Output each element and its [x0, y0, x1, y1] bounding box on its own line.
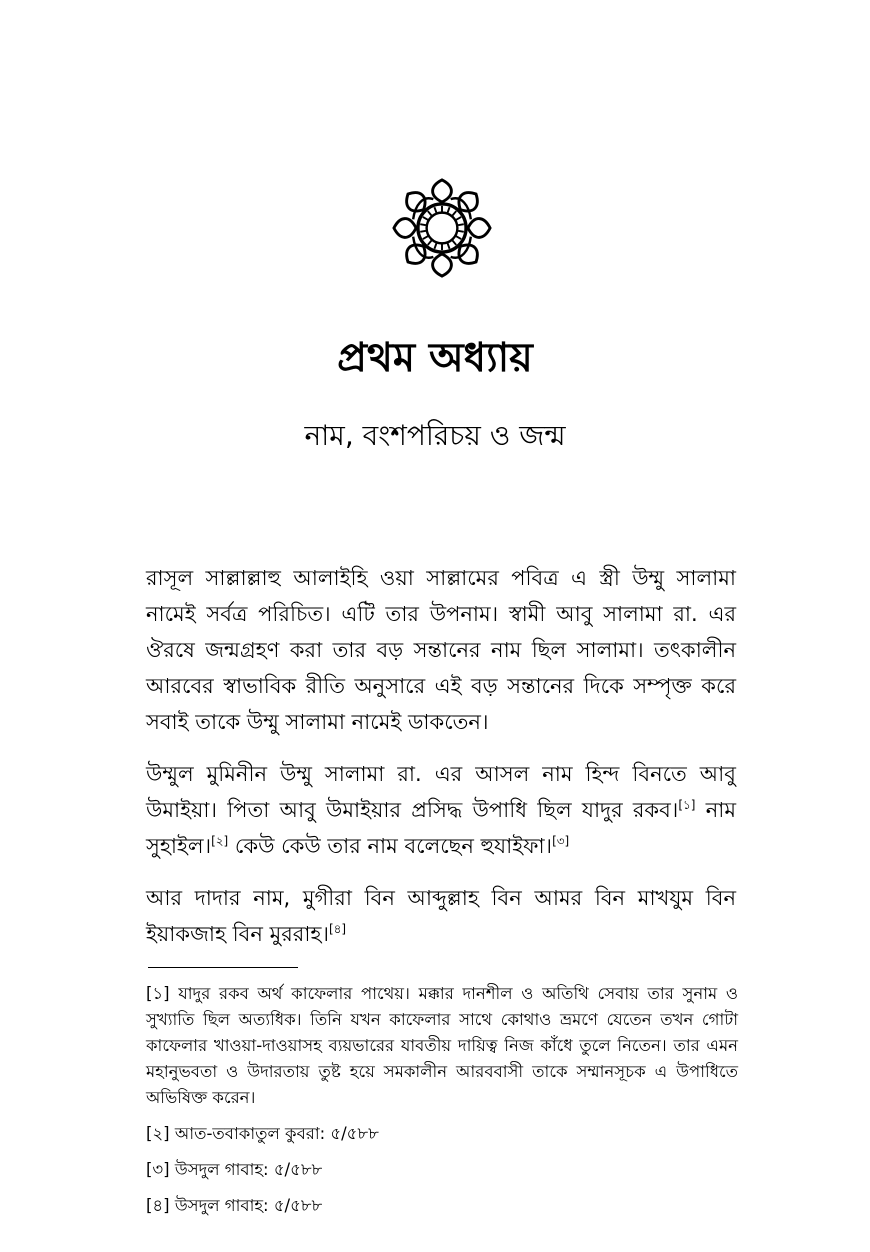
paragraph-lineage [146, 880, 736, 952]
footnote-ref-2[interactable]: [২] [211, 834, 229, 848]
body-text [146, 560, 736, 968]
chapter-subtitle: নাম, বংশপরিচয় ও জন্ম [304, 419, 566, 452]
chapter-title: প্রথম অধ্যায় [337, 335, 533, 381]
footnote-3: [৩] উসদুল গাবাহ: ৫/৫৮৮ [146, 1160, 323, 1179]
flower-ornament-icon [392, 176, 492, 280]
footnote-ref-3[interactable]: [৩] [552, 834, 570, 848]
paragraph-name [146, 756, 736, 864]
footnote-divider [148, 967, 298, 968]
paragraph-text: নাম সুহাইল। [146, 798, 736, 858]
footnotes [146, 981, 738, 1229]
paragraph-text: কেউ কেউ তার নাম বলেছেন হুযাইফা। [228, 834, 553, 858]
paragraph-text: আর দাদার নাম, মুগীরা বিন আব্দুল্লাহ বিন আমর বিন মাখযুম বিন ইয়াকজাহ বিন মুররাহ। [146, 886, 736, 946]
footnote-1: [১] যাদুর রকব অর্থ কাফেলার পাথেয়। মক্কার দানশীল ও অতিথি সেবায় তার সুনাম ও সুখ্যাতি ছিল অত্যধিক। তিনি যখন কাফেলার সাথে কোথাও ভ্রমণে যেতেন তখন গোটা কাফেলার খাওয়া-দাওয়াসহ ব্যয়ভারের যাবতীয় দায়িত্ব নিজ কাঁধে তুলে নিতেন। তার এমন মহানুভবতা ও উদারতায় তুষ্ট হয়ে সমকালীন আরববাসী তাকে সম্মানসূচক এ উপাধিতে অভিষিক্ত করেন। [146, 984, 738, 1107]
footnote-ref-4[interactable]: [৪] [328, 922, 347, 936]
footnote-2: [২] আত-তবাকাতুল কুবরা: ৫/৫৮৮ [146, 1124, 379, 1143]
footnote-ref-1[interactable]: [১] [678, 798, 696, 812]
footnote-4: [৪] উসদুল গাবাহ: ৫/৫৮৮ [146, 1196, 323, 1215]
paragraph-text: উম্মুল মুমিনীন উম্মু সালামা রা. এর আসল নাম হিন্দ বিনতে আবু উমাইয়া। পিতা আবু উমাইয়ার প্রসিদ্ধ উপাধি ছিল যাদুর রকব। [146, 762, 736, 822]
paragraph-intro: রাসূল সাল্লাল্লাহু আলাইহি ওয়া সাল্লামের পবিত্র এ স্ত্রী উম্মু সালামা নামেই সর্বত্র পরিচিত। এটি তার উপনাম। স্বামী আবু সালামা রা. এর ঔরষে জন্মগ্রহণ করা তার বড় সন্তানের নাম ছিল সালামা। তৎকালীন আরবের স্বাভাবিক রীতি অনুসারে এই বড় সন্তানের দিকে সম্পৃক্ত করে সবাই তাকে উম্মু সালামা নামেই ডাকতেন। [146, 566, 736, 734]
